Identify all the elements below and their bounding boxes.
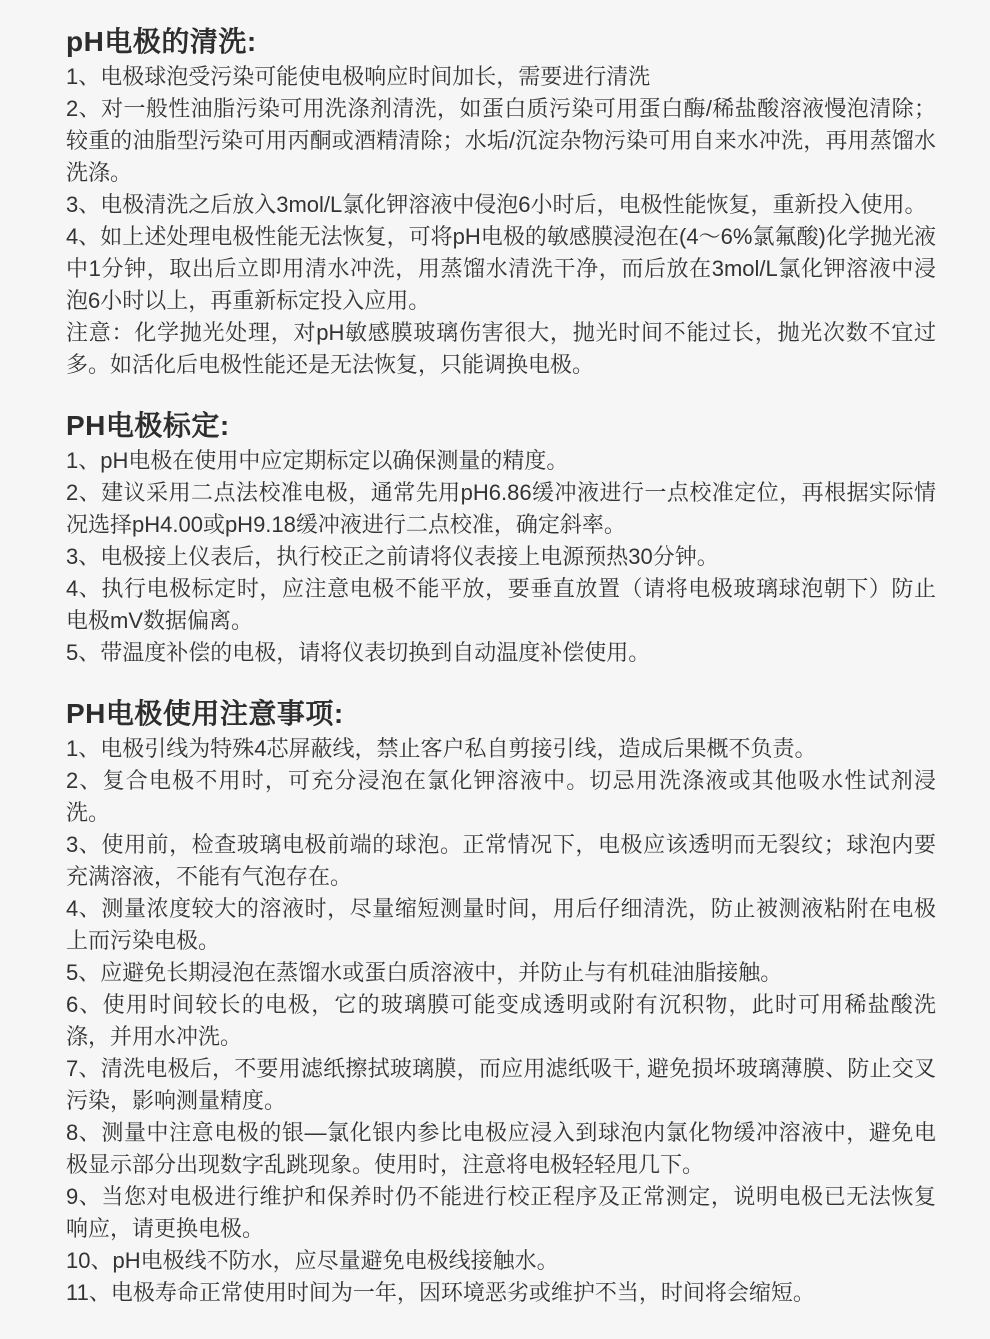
- list-item: 4、如上述处理电极性能无法恢复，可将pH电极的敏感膜浸泡在(4～6%氯氟酸)化学抛光液中1分钟，取出后立即用清水冲洗，用蒸馏水清洗干净，而后放在3mol/L氯化钾溶液中浸泡6小时以上，再重新标定投入应用。: [66, 224, 936, 313]
- list-item: 9、当您对电极进行维护和保养时仍不能进行校正程序及正常测定，说明电极已无法恢复响应，请更换电极。: [66, 1184, 936, 1241]
- list-item: 8、测量中注意电极的银—氯化银内参比电极应浸入到球泡内氯化物缓冲溶液中，避免电极显示部分出现数字乱跳现象。使用时，注意将电极轻轻甩几下。: [66, 1120, 936, 1177]
- list-item: 1、电极球泡受污染可能使电极响应时间加长，需要进行清洗: [66, 64, 651, 89]
- list-item: 3、电极接上仪表后，执行校正之前请将仪表接上电源预热30分钟。: [66, 544, 719, 569]
- list-item: 5、应避免长期浸泡在蒸馏水或蛋白质溶液中，并防止与有机硅油脂接触。: [66, 960, 783, 985]
- list-item: 1、pH电极在使用中应定期标定以确保测量的精度。: [66, 448, 569, 473]
- list-item: 4、执行电极标定时，应注意电极不能平放，要垂直放置（请将电极玻璃球泡朝下）防止电极mV数据偏离。: [66, 576, 936, 633]
- note-item: 注意：化学抛光处理，对pH敏感膜玻璃伤害很大，抛光时间不能过长，抛光次数不宜过多。如活化后电极性能还是无法恢复，只能调换电极。: [66, 320, 936, 377]
- list-item: 6、使用时间较长的电极，它的玻璃膜可能变成透明或附有沉积物，此时可用稀盐酸洗涤，并用水冲洗。: [66, 992, 936, 1049]
- list-item: 2、建议采用二点法校准电极，通常先用pH6.86缓冲液进行一点校准定位，再根据实际情况选择pH4.00或pH9.18缓冲液进行二点校准，确定斜率。: [66, 480, 936, 537]
- list-item: 3、使用前，检查玻璃电极前端的球泡。正常情况下，电极应该透明而无裂纹；球泡内要充满溶液，不能有气泡存在。: [66, 832, 936, 889]
- section-precautions: [66, 695, 936, 1309]
- list-item: 1、电极引线为特殊4芯屏蔽线，禁止客户私自剪接引线，造成后果概不负责。: [66, 736, 817, 761]
- section-title-calibration: PH电极标定:: [66, 410, 230, 441]
- list-item: 7、清洗电极后，不要用滤纸擦拭玻璃膜，而应用滤纸吸干, 避免损坏玻璃薄膜、防止交叉污染，影响测量精度。: [66, 1056, 936, 1113]
- list-item: 2、对一般性油脂污染可用洗涤剂清洗，如蛋白质污染可用蛋白酶/稀盐酸溶液慢泡清除；较重的油脂型污染可用丙酮或酒精清除；水垢/沉淀杂物污染可用自来水冲洗，再用蒸馏水洗涤。: [66, 96, 936, 185]
- section-title-precautions: PH电极使用注意事项:: [66, 698, 344, 729]
- list-item: 10、pH电极线不防水，应尽量避免电极线接触水。: [66, 1248, 559, 1273]
- list-item: 5、带温度补偿的电极，请将仪表切换到自动温度补偿使用。: [66, 640, 651, 665]
- list-item: 2、复合电极不用时，可充分浸泡在氯化钾溶液中。切忌用洗涤液或其他吸水性试剂浸洗。: [66, 768, 936, 825]
- section-cleaning: [66, 23, 936, 381]
- list-item: 11、电极寿命正常使用时间为一年，因环境恶劣或维护不当，时间将会缩短。: [66, 1280, 815, 1305]
- section-calibration: [66, 407, 936, 669]
- list-item: 3、电极清洗之后放入3mol/L氯化钾溶液中侵泡6小时后，电极性能恢复，重新投入使用。: [66, 192, 927, 217]
- list-item: 4、测量浓度较大的溶液时，尽量缩短测量时间，用后仔细清洗，防止被测液粘附在电极上而污染电极。: [66, 896, 936, 953]
- section-title-cleaning: pH电极的清洗:: [66, 26, 257, 57]
